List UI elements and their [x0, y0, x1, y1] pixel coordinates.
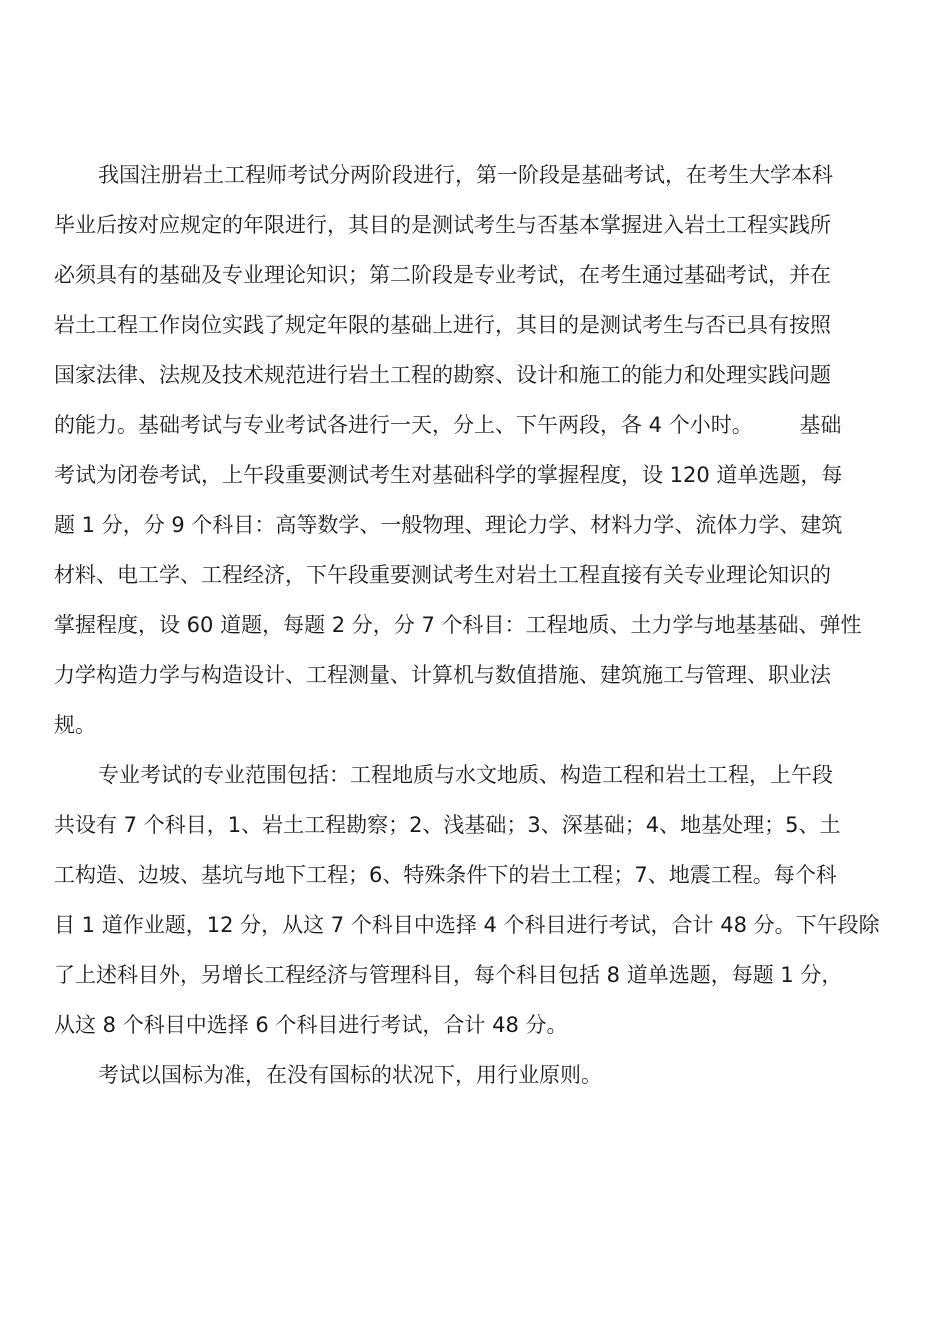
text-line: 考试以国标为准，在没有国标的状况下，用行业原则。: [98, 1063, 602, 1087]
text-line: 力学构造力学与构造设计、工程测量、计算机与数值措施、建筑施工与管理、职业法: [54, 663, 831, 687]
text-line: 从这 8 个科目中选择 6 个科目进行考试，合计 48 分。: [54, 1013, 568, 1037]
document-body: [54, 150, 899, 1100]
text-line: 毕业后按对应规定的年限进行，其目的是测试考生与否基本掌握进入岩土工程实践所: [54, 213, 831, 237]
text-line: 目 1 道作业题，12 分，从这 7 个科目中选择 4 个科目进行考试，合计 48 分。下午段除: [54, 913, 880, 937]
paragraph-professional-exam: [54, 750, 899, 1050]
text-line: 的能力。基础考试与专业考试各进行一天，分上、下午两段，各 4 个小时。 基础: [54, 413, 842, 437]
text-line: 工构造、边坡、基坑与地下工程；6、特殊条件下的岩土工程；7、地震工程。每个科: [54, 863, 837, 887]
text-line: 岩土工程工作岗位实践了规定年限的基础上进行，其目的是测试考生与否已具有按照: [54, 313, 831, 337]
text-line: 规。: [54, 713, 96, 737]
text-line: 了上述科目外，另增长工程经济与管理科目，每个科目包括 8 道单选题，每题 1 分，: [54, 963, 843, 987]
text-line: 题 1 分，分 9 个科目：高等数学、一般物理、理论力学、材料力学、流体力学、建筑: [54, 513, 843, 537]
text-line: 共设有 7 个科目，1、岩土工程勘察；2、浅基础；3、深基础；4、地基处理；5、土: [54, 813, 841, 837]
text-line: 国家法律、法规及技术规范进行岩土工程的勘察、设计和施工的能力和处理实践问题: [54, 363, 831, 387]
text-line: 我国注册岩土工程师考试分两阶段进行，第一阶段是基础考试，在考生大学本科: [98, 163, 833, 187]
paragraph-standards: [54, 1050, 899, 1100]
text-line: 考试为闭卷考试，上午段重要测试考生对基础科学的掌握程度，设 120 道单选题，每: [54, 463, 843, 487]
text-line: 材料、电工学、工程经济，下午段重要测试考生对岩土工程直接有关专业理论知识的: [54, 563, 831, 587]
paragraph-exam-overview: [54, 150, 899, 750]
text-line: 专业考试的专业范围包括：工程地质与水文地质、构造工程和岩土工程，上午段: [98, 763, 833, 787]
text-line: 掌握程度，设 60 道题，每题 2 分，分 7 个科目：工程地质、土力学与地基基础、弹性: [54, 613, 862, 637]
text-line: 必须具有的基础及专业理论知识；第二阶段是专业考试，在考生通过基础考试，并在: [54, 263, 831, 287]
